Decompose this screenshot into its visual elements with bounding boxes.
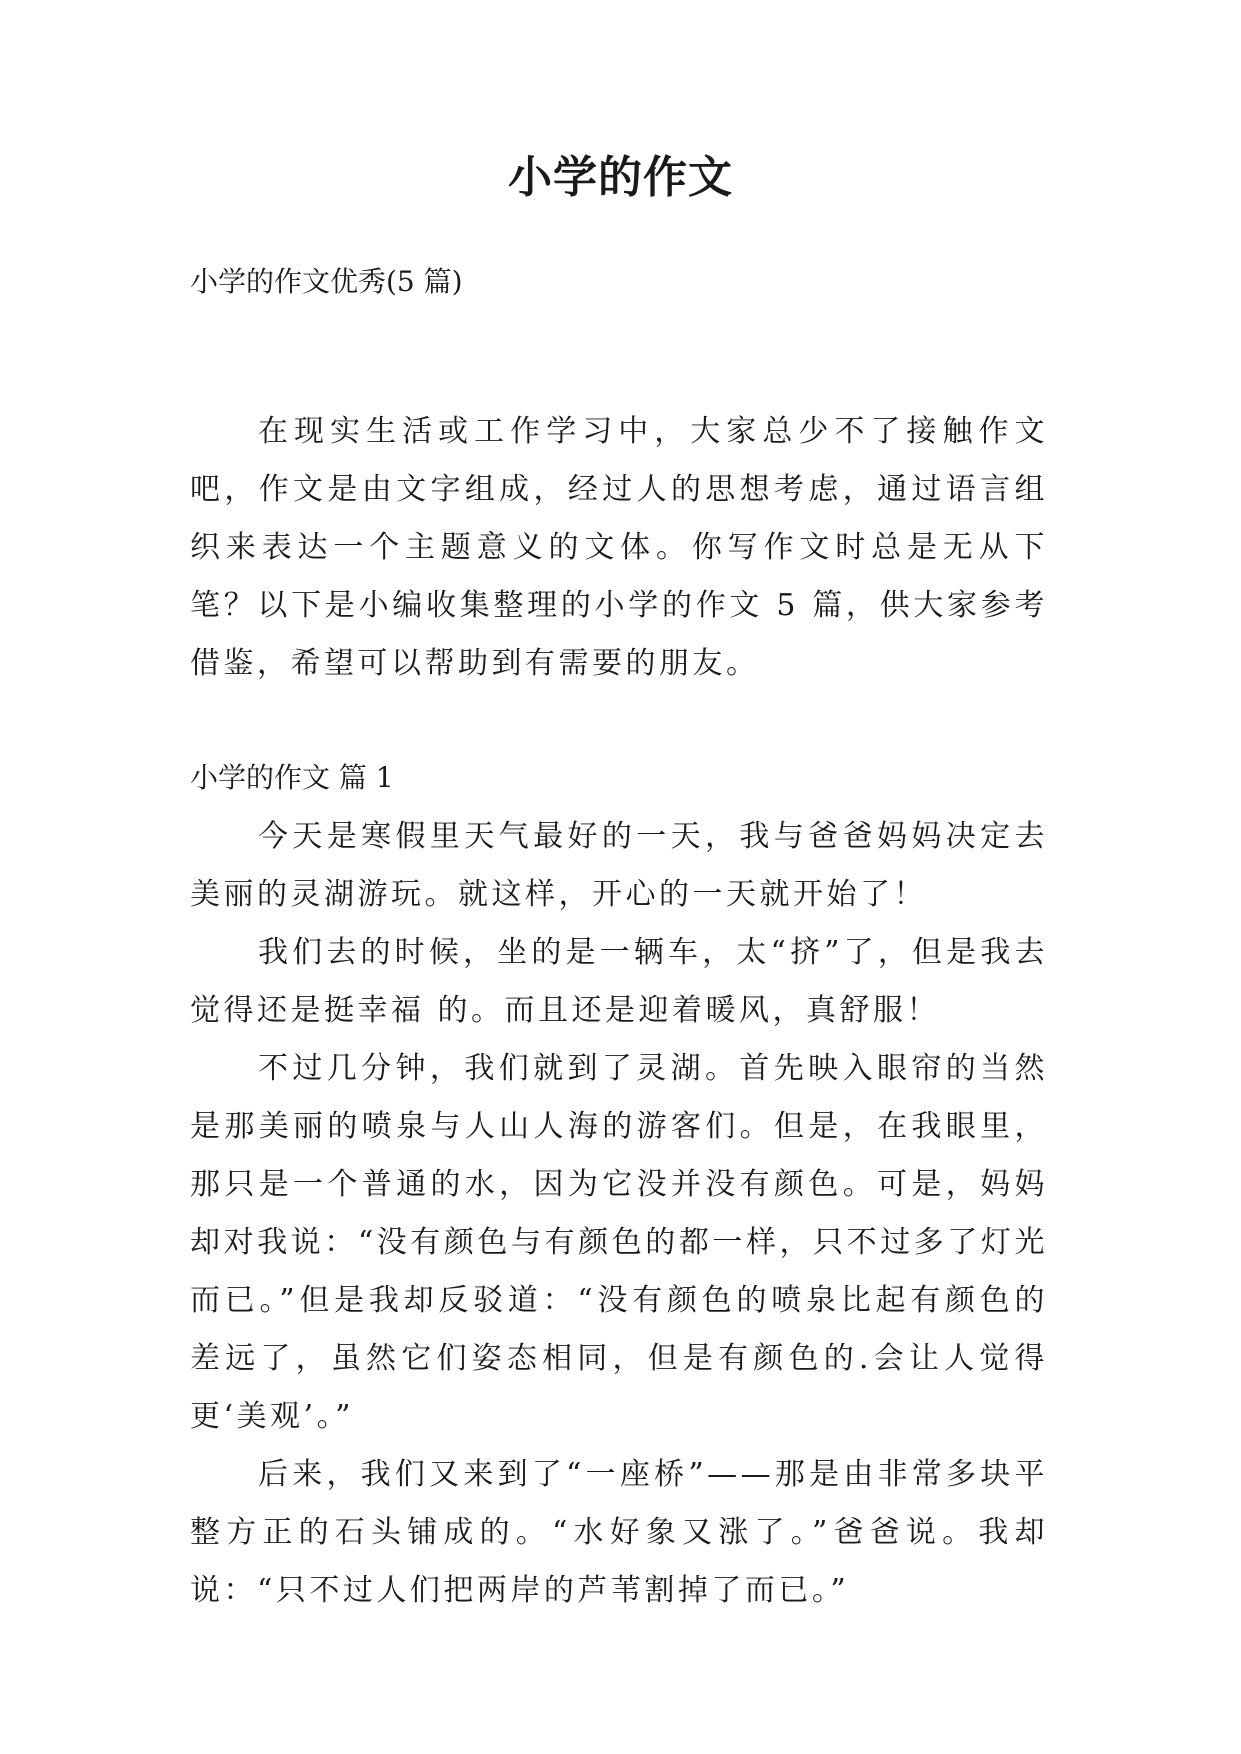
essay-paragraph: 不过几分钟，我们就到了灵湖。首先映入眼帘的当然是那美丽的喷泉与人山人海的游客们。但是，在我眼里，那只是一个普通的水，因为它没并没有颜色。可是，妈妈却对我说：“没有颜色与有颜色的都一样，只不过多了灯光而已。”但是我却反驳道：“没有颜色的喷泉比起有颜色的差远了，虽然它们姿态相同，但是有颜色的.会让人觉得更‘美观’。” [190, 1051, 1048, 1434]
document-subtitle: 小学的作文优秀(5 篇) [190, 265, 463, 298]
document-title: 小学的作文 [508, 152, 733, 203]
section-heading: 小学的作文 篇 1 [190, 761, 394, 794]
essay-paragraph: 后来，我们又来到了“一座桥”——那是由非常多块平整方正的石头铺成的。“水好象又涨了。”爸爸说。我却说：“只不过人们把两岸的芦苇割掉了而已。” [190, 1457, 1048, 1608]
essay-paragraph: 我们去的时候，坐的是一辆车，太“挤”了，但是我去觉得还是挺幸福 的。而且还是迎着暖风，真舒服！ [190, 935, 1048, 1028]
intro-paragraph: 在现实生活或工作学习中，大家总少不了接触作文吧，作文是由文字组成，经过人的思想考虑，通过语言组织来表达一个主题意义的文体。你写作文时总是无从下笔？以下是小编收集整理的小学的作文 5 篇，供大家参考借鉴，希望可以帮助到有需要的朋友。 [190, 414, 1048, 681]
essay-body [190, 808, 1048, 1620]
essay-paragraph: 今天是寒假里天气最好的一天，我与爸爸妈妈决定去美丽的灵湖游玩。就这样，开心的一天就开始了！ [190, 819, 1048, 912]
